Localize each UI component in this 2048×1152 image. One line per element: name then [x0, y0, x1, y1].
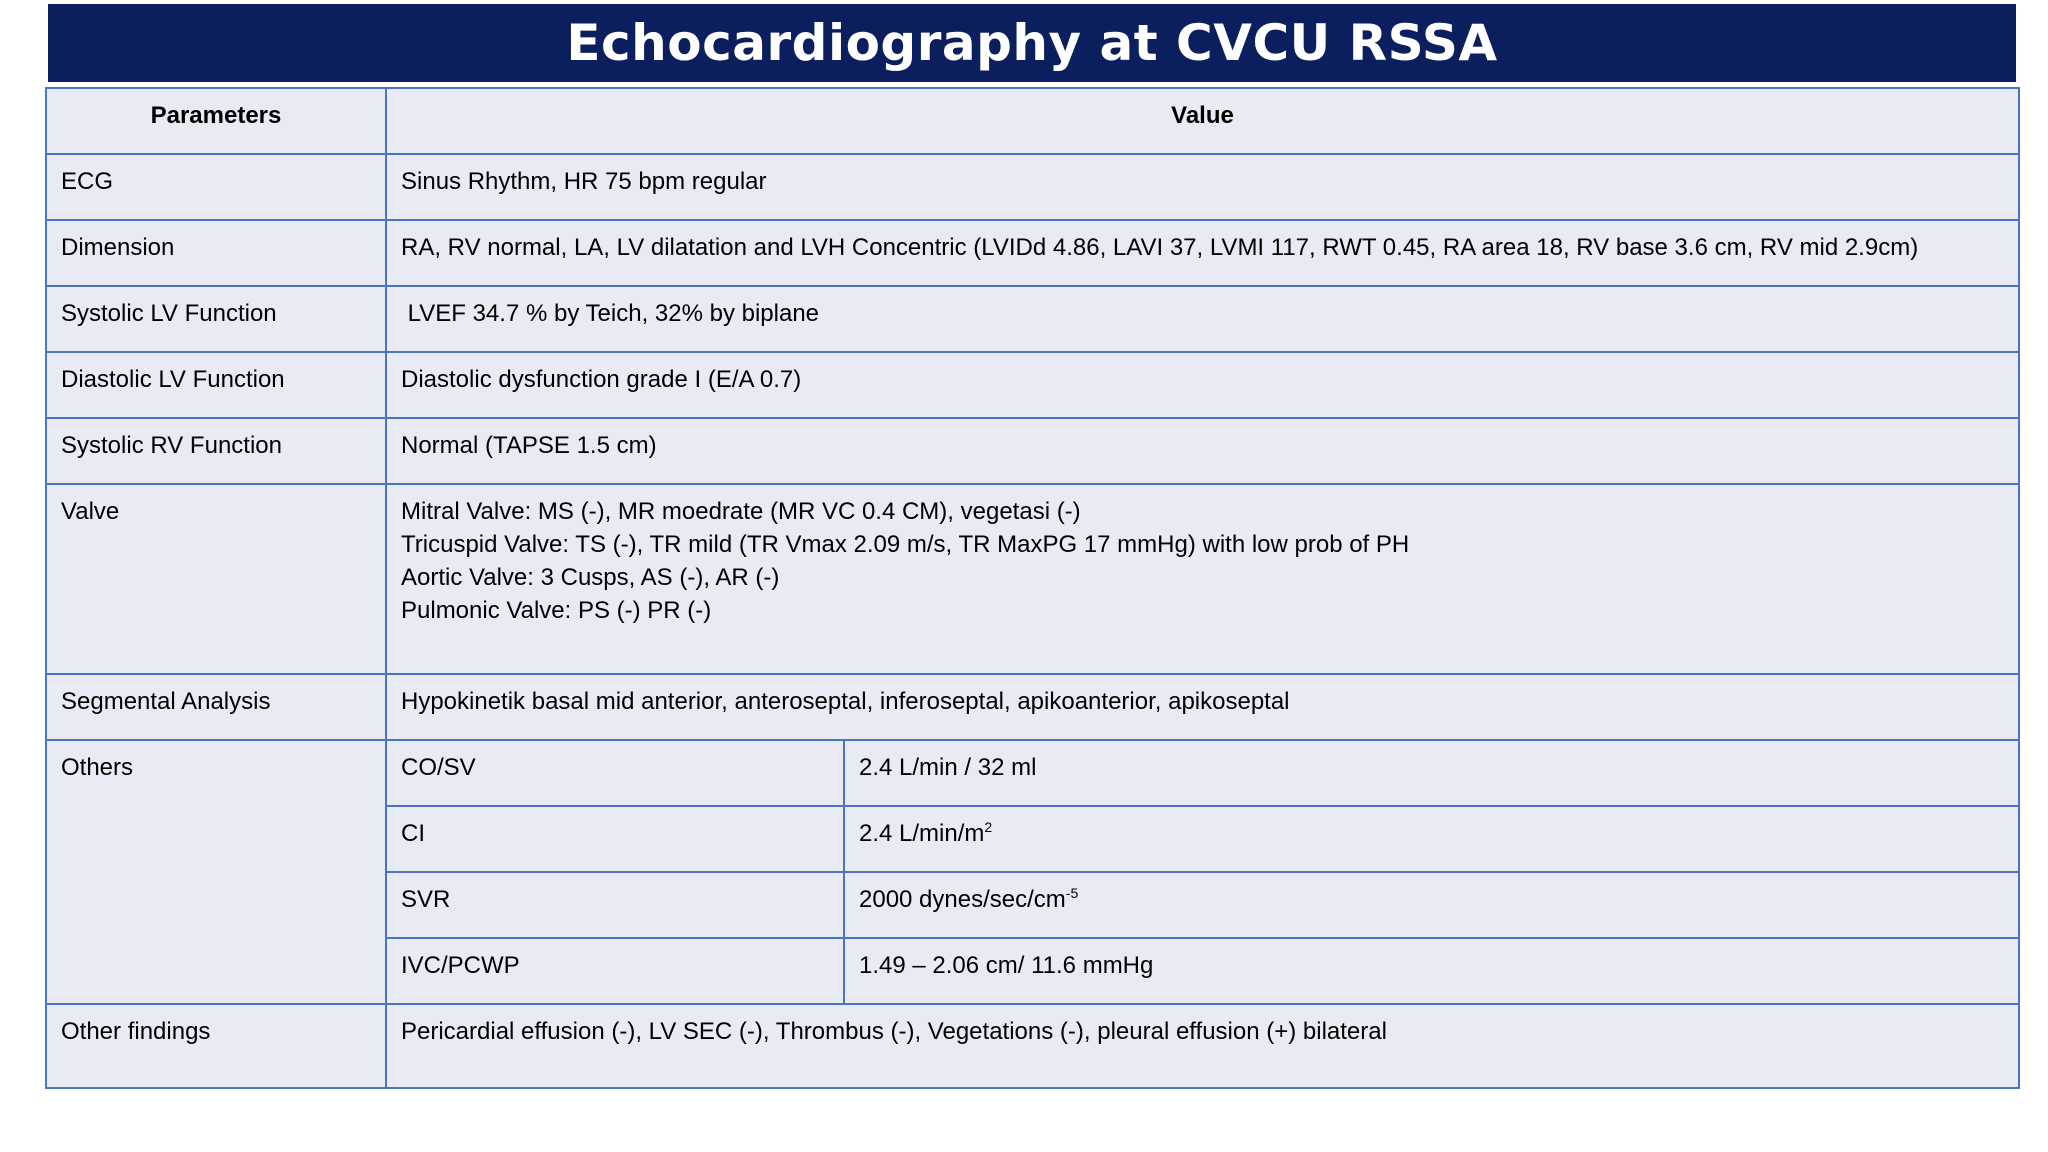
param-label-dimension: Dimension	[46, 220, 386, 286]
table-row	[46, 154, 2019, 220]
others-name-ci: CI	[386, 806, 844, 872]
valve-aortic: Aortic Valve: 3 Cusps, AS (-), AR (-)	[401, 564, 780, 591]
others-value-text: 2.4 L/min/m	[859, 820, 985, 847]
others-value-text: 2000 dynes/sec/cm	[859, 886, 1066, 913]
table-row	[46, 286, 2019, 352]
valve-pulmonic: Pulmonic Valve: PS (-) PR (-)	[401, 597, 712, 624]
others-name-ivc-pcwp: IVC/PCWP	[386, 938, 844, 1004]
table-row	[46, 740, 2019, 806]
others-name-co-sv: CO/SV	[386, 740, 844, 806]
param-value-other-findings: Pericardial effusion (-), LV SEC (-), Thrombus (-), Vegetations (-), pleural effusion (+) bilateral	[386, 1004, 2019, 1088]
table-row	[46, 484, 2019, 674]
table-row	[46, 674, 2019, 740]
valve-mitral: Mitral Valve: MS (-), MR moedrate (MR VC 0.4 CM), vegetasi (-)	[401, 498, 1081, 525]
echo-table	[45, 87, 2020, 1089]
param-label-diastolic-lv: Diastolic LV Function	[46, 352, 386, 418]
others-value-co-sv	[844, 740, 2019, 806]
valve-tricuspid: Tricuspid Valve: TS (-), TR mild (TR Vmax 2.09 m/s, TR MaxPG 17 mmHg) with low prob of PH	[401, 531, 1410, 558]
param-value-segmental: Hypokinetik basal mid anterior, anteroseptal, inferoseptal, apikoanterior, apikoseptal	[386, 674, 2019, 740]
param-label-systolic-rv: Systolic RV Function	[46, 418, 386, 484]
param-label-ecg: ECG	[46, 154, 386, 220]
others-name-svr: SVR	[386, 872, 844, 938]
param-value-dimension: RA, RV normal, LA, LV dilatation and LVH Concentric (LVIDd 4.86, LAVI 37, LVMI 117, RWT 0.45, RA area 18, RV base 3.6 cm, RV mid 2.9cm)	[386, 220, 2019, 286]
param-label-others: Others	[46, 740, 386, 1004]
param-value-diastolic-lv: Diastolic dysfunction grade I (E/A 0.7)	[386, 352, 2019, 418]
param-value-systolic-lv: LVEF 34.7 % by Teich, 32% by biplane	[386, 286, 2019, 352]
others-value-superscript: 2	[984, 819, 993, 835]
header-value: Value	[386, 88, 2019, 154]
table-row	[46, 220, 2019, 286]
param-label-other-findings: Other findings	[46, 1004, 386, 1088]
others-value-ci	[844, 806, 2019, 872]
table-row	[46, 418, 2019, 484]
table-header-row	[46, 88, 2019, 154]
page-title: Echocardiography at CVCU RSSA	[566, 14, 1498, 72]
param-value-ecg: Sinus Rhythm, HR 75 bpm regular	[386, 154, 2019, 220]
param-label-segmental: Segmental Analysis	[46, 674, 386, 740]
title-bar	[48, 4, 2016, 82]
others-value-ivc-pcwp	[844, 938, 2019, 1004]
table-row	[46, 1004, 2019, 1088]
param-value-systolic-rv: Normal (TAPSE 1.5 cm)	[386, 418, 2019, 484]
param-label-systolic-lv: Systolic LV Function	[46, 286, 386, 352]
others-value-svr	[844, 872, 2019, 938]
header-parameters: Parameters	[46, 88, 386, 154]
others-value-text: 1.49 – 2.06 cm/ 11.6 mmHg	[859, 952, 1154, 979]
others-value-text: 2.4 L/min / 32 ml	[859, 754, 1037, 781]
param-label-valve: Valve	[46, 484, 386, 674]
others-value-superscript: -5	[1065, 885, 1079, 901]
table-row	[46, 352, 2019, 418]
param-value-valve	[386, 484, 2019, 674]
